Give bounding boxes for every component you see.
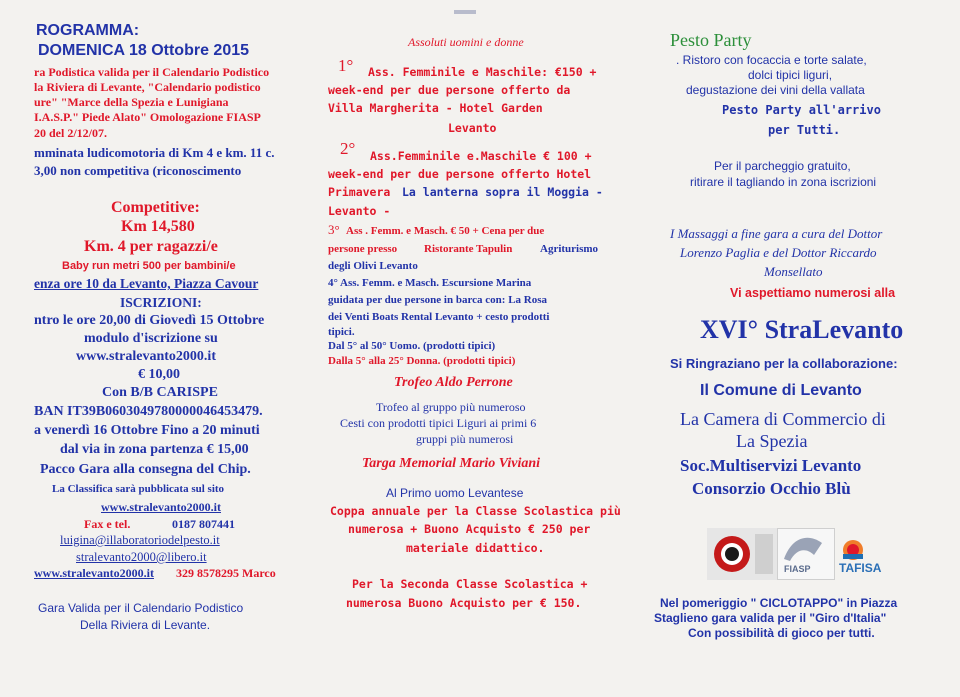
prize-line: Ass. Femminile e Maschile: €150 +	[368, 65, 597, 79]
ciclotappo-info: Con possibilità di gioco per tutti.	[688, 626, 875, 640]
pesto-party-arrival: Pesto Party all'arrivo	[722, 103, 881, 117]
prize-line: dei Venti Boats Rental Levanto + cesto prodotti	[328, 311, 550, 323]
place-2: 2°	[340, 139, 356, 158]
ciclotappo-info: Staglieno gara valida per il "Giro d'Italia"	[654, 611, 887, 625]
fee-onsite: dal via in zona partenza € 15,00	[60, 442, 249, 457]
memorial-desc: Al Primo uomo Levantese	[386, 486, 524, 500]
website-link[interactable]: www.stralevanto2000.it	[76, 349, 216, 364]
website-link[interactable]: www.stralevanto2000.it	[34, 566, 154, 580]
prize-line: Ristorante Tapulin	[424, 243, 513, 255]
prize-line: Levanto -	[328, 204, 391, 218]
event-date: DOMENICA 18 Ottobre 2015	[38, 42, 250, 59]
start-info: enza ore 10 da Levanto, Piazza Cavour	[34, 276, 259, 291]
prize-line: degli Olivi Levanto	[328, 260, 418, 272]
trophy-desc: Trofeo al gruppo più numeroso	[376, 400, 526, 414]
competitive-heading: Competitive:	[111, 199, 200, 216]
programma-heading: ROGRAMMA:	[36, 22, 140, 39]
prize-line: Levanto	[448, 121, 497, 135]
parking-info: ritirare il tagliando in zona iscrizioni	[690, 175, 877, 189]
prize-line: Villa Margherita - Hotel Garden	[328, 101, 543, 115]
memorial-title: Targa Memorial Mario Viviani	[362, 456, 541, 471]
sponsor-line: Il Comune di Levanto	[700, 382, 862, 399]
massage-info: Monsellato	[764, 264, 823, 279]
thanks-heading: Si Ringraziano per la collaborazione:	[670, 356, 898, 371]
category-heading: Assoluti uomini e donne	[408, 35, 524, 49]
school-prize: materiale didattico.	[406, 541, 545, 555]
prize-line: Dal 5° al 50° Uomo. (prodotti tipici)	[328, 340, 496, 352]
fiasp-logo-label: FIASP	[784, 564, 811, 574]
distance-main: Km 14,580	[121, 218, 195, 235]
pesto-party-arrival: per Tutti.	[768, 123, 841, 137]
left-panel	[0, 0, 318, 697]
text-line: La Classifica sarà pubblicata sul sito	[52, 483, 225, 495]
prize-line: Primavera	[328, 185, 391, 199]
school-prize: numerosa + Buono Acquisto € 250 per	[348, 522, 591, 536]
baby-run: Baby run metri 500 per bambini/e	[62, 260, 236, 272]
stralevanto-logo	[707, 528, 777, 580]
ciclotappo-info: Nel pomeriggio " CICLOTAPPO" in Piazza	[660, 596, 898, 610]
prize-line: tipici.	[328, 326, 355, 338]
text-line: 20 del 2/12/07.	[34, 126, 108, 140]
pesto-party-title: Pesto Party	[670, 30, 752, 50]
text-line: ure" "Marce della Spezia e Lunigiana	[34, 95, 229, 109]
pesto-text: . Ristoro con focaccia e torte salate,	[676, 53, 867, 67]
email-link[interactable]: stralevanto2000@libero.it	[76, 550, 207, 564]
prize-line: Ass.Femminile e.Maschile € 100 +	[370, 149, 592, 163]
fee-online: € 10,00	[138, 367, 180, 382]
massage-info: Lorenzo Paglia e del Dottor Riccardo	[680, 245, 877, 260]
sponsor-line: Consorzio Occhio Blù	[692, 479, 851, 498]
text-line: modulo d'iscrizione su	[84, 331, 218, 346]
footer-text: Della Riviera di Levante.	[80, 618, 211, 632]
trophy-desc: gruppi più numerosi	[416, 432, 514, 446]
parking-info: Per il parcheggio gratuito,	[714, 159, 851, 173]
tafisa-logo-label: TAFISA	[839, 561, 882, 575]
school-prize: Coppa annuale per la Classe Scolastica più	[330, 504, 621, 518]
place-1: 1°	[338, 56, 354, 75]
prize-line: guidata per due persone in barca con: La Rosa	[328, 294, 548, 306]
iscrizioni-heading: ISCRIZIONI:	[120, 295, 202, 310]
prize-line: La lanterna sopra il Moggia -	[402, 185, 603, 199]
iban: BAN IT39B0603049780000046453479.	[34, 404, 263, 419]
text-line: I.A.S.P." Piede Alato" Omologazione FIASP	[34, 110, 261, 124]
contact-phone: 329 8578295 Marco	[176, 566, 276, 580]
distance-kids: Km. 4 per ragazzi/e	[84, 238, 218, 255]
trophy-desc: Cesti con prodotti tipici Liguri ai primi 6	[340, 416, 537, 430]
text-line: a venerdì 16 Ottobre Fino a 20 minuti	[34, 423, 260, 438]
prize-line: week-end per due persone offerto Hotel	[328, 167, 592, 181]
sponsor-line: La Camera di Commercio di	[680, 409, 886, 429]
welcome-line: Vi aspettiamo numerosi alla	[730, 286, 896, 300]
pesto-text: dolci tipici liguri,	[748, 68, 833, 82]
prize-line: 4° Ass. Femm. e Masch. Escursione Marina	[328, 277, 532, 289]
sponsor-line: Soc.Multiservizi Levanto	[680, 456, 862, 475]
tafisa-logo	[835, 536, 895, 584]
massage-info: I Massaggi a fine gara a cura del Dottor	[670, 226, 883, 241]
prize-line: week-end per due persone offerto da	[328, 83, 571, 97]
sponsor-line: La Spezia	[736, 431, 808, 451]
text-line: ra Podistica valida per il Calendario Podistico	[34, 65, 270, 79]
website-link[interactable]: www.stralevanto2000.it	[101, 500, 221, 514]
scan-mark	[454, 10, 476, 14]
right-panel	[640, 0, 960, 697]
text-line: mminata ludicomotoria di Km 4 e km. 11 c.	[34, 145, 275, 160]
prize-line: Agriturismo	[540, 243, 599, 255]
text-line: 3,00 non competitiva (riconoscimento	[34, 163, 242, 178]
event-title: XVI° StraLevanto	[700, 315, 904, 344]
text-line: ntro le ore 20,00 di Giovedì 15 Ottobre	[34, 313, 265, 328]
text-line: Pacco Gara alla consegna del Chip.	[40, 462, 251, 477]
bank-name: Con B/B CARISPE	[102, 385, 218, 400]
school-prize: Per la Seconda Classe Scolastica +	[352, 577, 588, 591]
fiasp-logo	[777, 528, 835, 580]
trophy-title: Trofeo Aldo Perrone	[394, 375, 513, 390]
pesto-text: degustazione dei vini della vallata	[686, 83, 865, 97]
prize-line: persone presso	[328, 243, 398, 255]
fax-label: Fax e tel.	[84, 517, 131, 531]
footer-text: Gara Valida per il Calendario Podistico	[38, 601, 244, 615]
school-prize: numerosa Buono Acquisto per € 150.	[346, 596, 582, 610]
text-line: la Riviera di Levante, "Calendario podistico	[34, 80, 261, 94]
email-link[interactable]: luigina@illaboratoriodelpesto.it	[60, 533, 220, 547]
middle-panel	[318, 0, 640, 697]
place-3: 3°	[328, 222, 340, 237]
prize-line: Ass . Femm. e Masch. € 50 + Cena per due	[346, 225, 545, 237]
phone-number: 0187 807441	[172, 517, 235, 531]
prize-line: Dalla 5° alla 25° Donna. (prodotti tipici)	[328, 355, 516, 367]
